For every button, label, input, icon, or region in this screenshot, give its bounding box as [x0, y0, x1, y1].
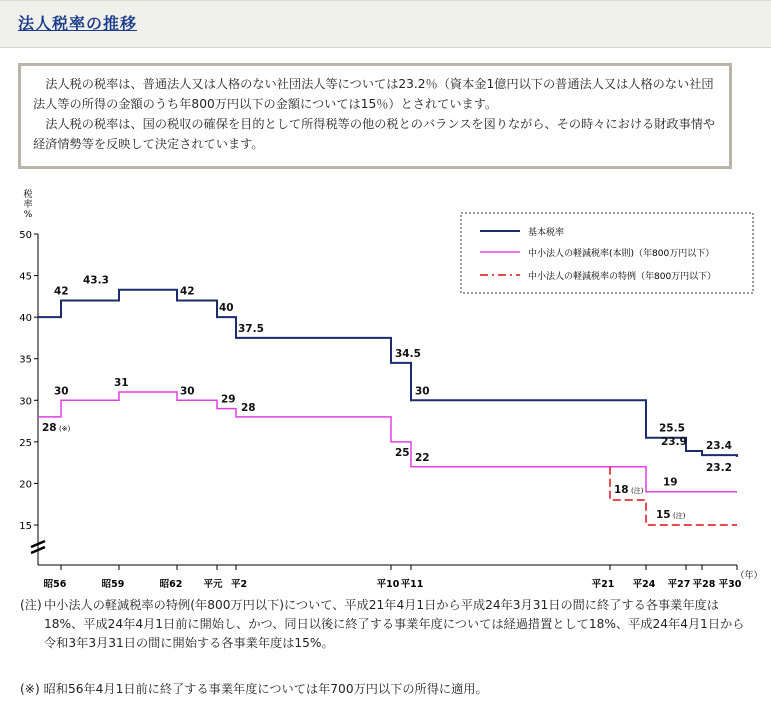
- x-tick-label: 平10: [376, 579, 400, 590]
- x-tick-label: 平2: [230, 579, 248, 590]
- series-line-basic-rate: [38, 290, 737, 457]
- y-tick-label: 50: [19, 230, 32, 241]
- data-label-reduced-rate: 22: [415, 451, 430, 464]
- data-label-special-rate-note: (注): [673, 512, 686, 520]
- data-label-basic-rate: 43.3: [83, 274, 109, 287]
- notes-section: [20, 596, 755, 696]
- y-axis-label: 税: [23, 190, 33, 200]
- data-label-basic-rate: 23.9: [661, 436, 687, 449]
- legend-label-basic-rate: 基本税率: [528, 228, 565, 238]
- y-tick-label: 45: [19, 271, 32, 283]
- note-1-marker: (注): [20, 598, 42, 612]
- data-label-reduced-rate: 30: [180, 385, 195, 398]
- data-label-special-rate-note: (注): [631, 487, 644, 496]
- data-label-reduced-rate: 25: [395, 446, 410, 459]
- x-tick-label: 平21: [591, 579, 615, 590]
- legend-label-special-rate: 中小法人の軽減税率の特例（年800万円以下）: [528, 272, 717, 282]
- x-tick-label: 平24: [632, 579, 656, 590]
- data-label-reduced-rate: 28: [42, 421, 57, 434]
- intro-box: [18, 63, 732, 169]
- data-label-basic-rate: 30: [415, 385, 430, 398]
- data-label-reduced-rate: 29: [221, 393, 236, 406]
- x-tick-label: 平28: [692, 579, 716, 590]
- data-label-reduced-rate: 19: [663, 476, 678, 489]
- y-axis-unit: %: [23, 210, 33, 220]
- data-label-basic-rate: 23.4: [706, 440, 732, 453]
- tax-rate-chart: [0, 180, 771, 594]
- x-tick-label: 平元: [203, 579, 223, 590]
- data-label-reduced-rate: 28: [241, 401, 256, 414]
- data-label-basic-rate: 42: [54, 285, 69, 298]
- x-tick-label: 平11: [400, 579, 424, 590]
- y-axis-label: 率: [23, 200, 33, 210]
- data-label-special-rate: 18: [614, 484, 629, 497]
- data-label-basic-rate: 37.5: [238, 322, 264, 335]
- note-1-text: 中小法人の軽減税率の特例(年800万円以下)について、平成21年4月1日から平成24年3月31日の間に終了する各事業年度は18%、平成24年4月1日前に開始し、かつ、同日以後に終了する事業年度については経過措置として18%、平成24年4月1日から令和3年3月31日の間に開始する各事業年度は15%。: [44, 598, 745, 650]
- y-tick-label: 35: [19, 354, 32, 366]
- intro-paragraph-1: 法人税の税率は、普通法人又は人格のない社団法人等については23.2％（資本金1億円以下の普通法人又は人格のない社団法人等の所得の金額のうち年800万円以下の金額については15％）とされています。: [33, 77, 714, 111]
- data-label-reduced-rate: 31: [114, 376, 129, 389]
- page-header: [0, 0, 771, 48]
- data-label-basic-rate: 42: [180, 285, 195, 298]
- data-label-basic-rate: 23.2: [706, 461, 732, 474]
- x-tick-label: 昭59: [101, 579, 125, 590]
- y-tick-label: 25: [19, 437, 32, 449]
- x-tick-label: 昭62: [159, 579, 183, 590]
- page-title: 法人税率の推移: [18, 14, 138, 33]
- data-label-reduced-rate: 30: [54, 385, 69, 398]
- x-tick-label: 平30: [718, 579, 742, 590]
- y-tick-label: 30: [19, 396, 32, 408]
- x-axis-unit: （年）: [735, 571, 763, 581]
- y-tick-label: 40: [19, 313, 32, 325]
- x-tick-label: 平27: [667, 579, 691, 590]
- series-line-reduced-rate: [38, 392, 737, 492]
- note-2-text: (※) 昭和56年4月1日前に終了する事業年度については年700万円以下の所得に適用。: [20, 682, 488, 696]
- data-label-basic-rate: 25.5: [659, 422, 685, 435]
- data-label-basic-rate: 40: [219, 302, 234, 315]
- y-tick-label: 15: [19, 521, 32, 532]
- data-label-reduced-rate-note: (※): [59, 424, 71, 433]
- data-label-special-rate: 15: [656, 509, 671, 521]
- x-tick-label: 昭56: [43, 579, 67, 590]
- intro-paragraph-2: 法人税の税率は、国の税収の確保を目的として所得税等の他の税とのバランスを図りながら、その時々における財政事情や経済情勢等を反映して決定されています。: [33, 117, 716, 151]
- data-label-basic-rate: 34.5: [395, 347, 421, 360]
- y-tick-label: 20: [19, 479, 32, 491]
- legend-label-reduced-rate: 中小法人の軽減税率(本則)（年800万円以下）: [528, 249, 715, 259]
